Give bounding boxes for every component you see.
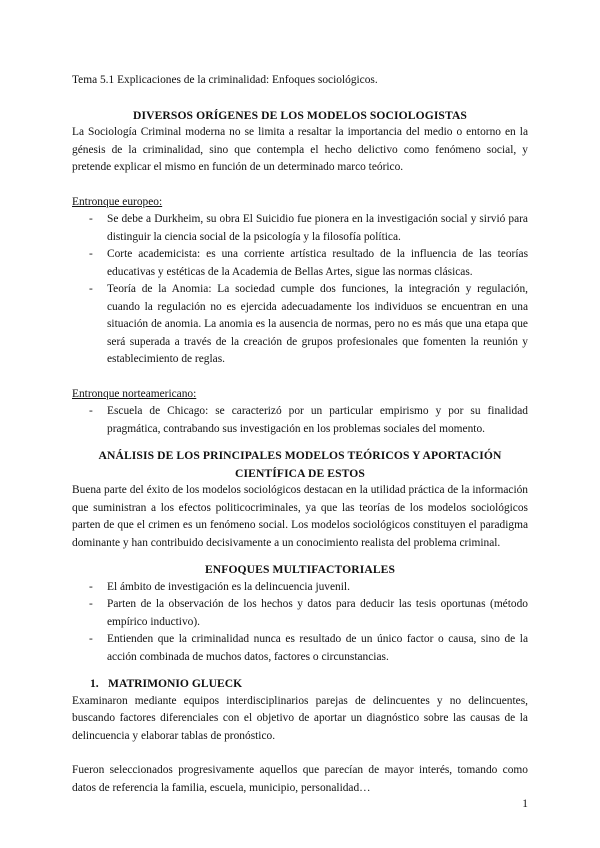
list-item: - Escuela de Chicago: se caracterizó por un particular empirismo y por su finalidad pragmática, contrabando sus investigación en los problemas sociales del momento. [72,403,528,438]
glueck-heading [72,675,528,693]
american-subheading: Entronque norteamericano: [72,387,197,400]
analysis-paragraph: Buena parte del éxito de los modelos sociológicos destacan en la utilidad práctica de la información que suministran a los efectos politicocriminales, ya que las teorías de los modelos sociológicos parten de que el crimen es un fenómeno social. Los modelos sociológicos constituyen el paradigma dominante y han contribuido decisivamente a un conocimiento realista del problema criminal. [72,484,528,549]
list-item: - Entienden que la criminalidad nunca es resultado de un único factor o causa, sino de la acción combinada de muchos datos, factores o circunstancias. [72,631,528,666]
european-subheading: Entronque europeo: [72,195,163,208]
american-list [72,403,528,438]
topic-title: Tema 5.1 Explicaciones de la criminalidad: Enfoques sociológicos. [72,74,378,86]
section-heading-origins: DIVERSOS ORÍGENES DE LOS MODELOS SOCIOLOGISTAS [133,108,467,122]
list-item: - Teoría de la Anomia: La sociedad cumple dos funciones, la integración y regulación, cuando la regulación no es ejercida adecuadamente los individuos se encuentran en una situación de anomia. La anomia es la ausencia de normas, pero no es más que una etapa que será superada a través de la creación de grupos profesionales que fomenten la reunión y establecimiento de reglas. [72,281,528,369]
glueck-paragraph-1: Examinaron mediante equipos interdisciplinarios parejas de delincuentes y no delincuentes, buscando factores diferenciales con el objetivo de aportar un diagnóstico sobre las causas de la delincuencia y elaborar tablas de pronóstico. [72,694,528,742]
section-heading-analysis-line1: ANÁLISIS DE LOS PRINCIPALES MODELOS TEÓRICOS Y APORTACIÓN [98,449,502,462]
section-heading-analysis-line2: CIENTÍFICA DE ESTOS [235,466,365,480]
origins-intro-paragraph: La Sociología Criminal moderna no se limita a resaltar la importancia del medio o entorno en la génesis de la criminalidad, sino que contempla el hecho delictivo como fenómeno social, y pretende explicar el mismo en función de un determinado marco teórico. [72,126,528,173]
european-list [72,211,528,369]
list-item: - El ámbito de investigación es la delincuencia juvenil. [72,579,528,597]
list-item: - Parten de la observación de los hechos y datos para deducir las tesis oportunas (método empírico inductivo). [72,596,528,631]
list-item: - Se debe a Durkheim, su obra El Suicidio fue pionera en la investigación social y sirvió para distinguir la ciencia social de la psicología y la filosofía política. [72,211,528,246]
multifactorial-list [72,579,528,667]
list-item: - Corte academicista: es una corriente artística resultado de la influencia de las teorías educativas y estéticas de la Academia de Bellas Artes, sigue las normas clásicas. [72,246,528,281]
glueck-heading-text: MATRIMONIO GLUECK [108,677,243,690]
glueck-paragraph-2: Fueron seleccionados progresivamente aquellos que parecían de mayor interés, tomando como datos de referencia la familia, escuela, municipio, personalidad… [72,764,528,794]
section-heading-multifactorial: ENFOQUES MULTIFACTORIALES [204,563,396,576]
document-page [72,62,528,797]
page-number: 1 [522,798,528,810]
glueck-heading-number: 1. [90,677,99,690]
